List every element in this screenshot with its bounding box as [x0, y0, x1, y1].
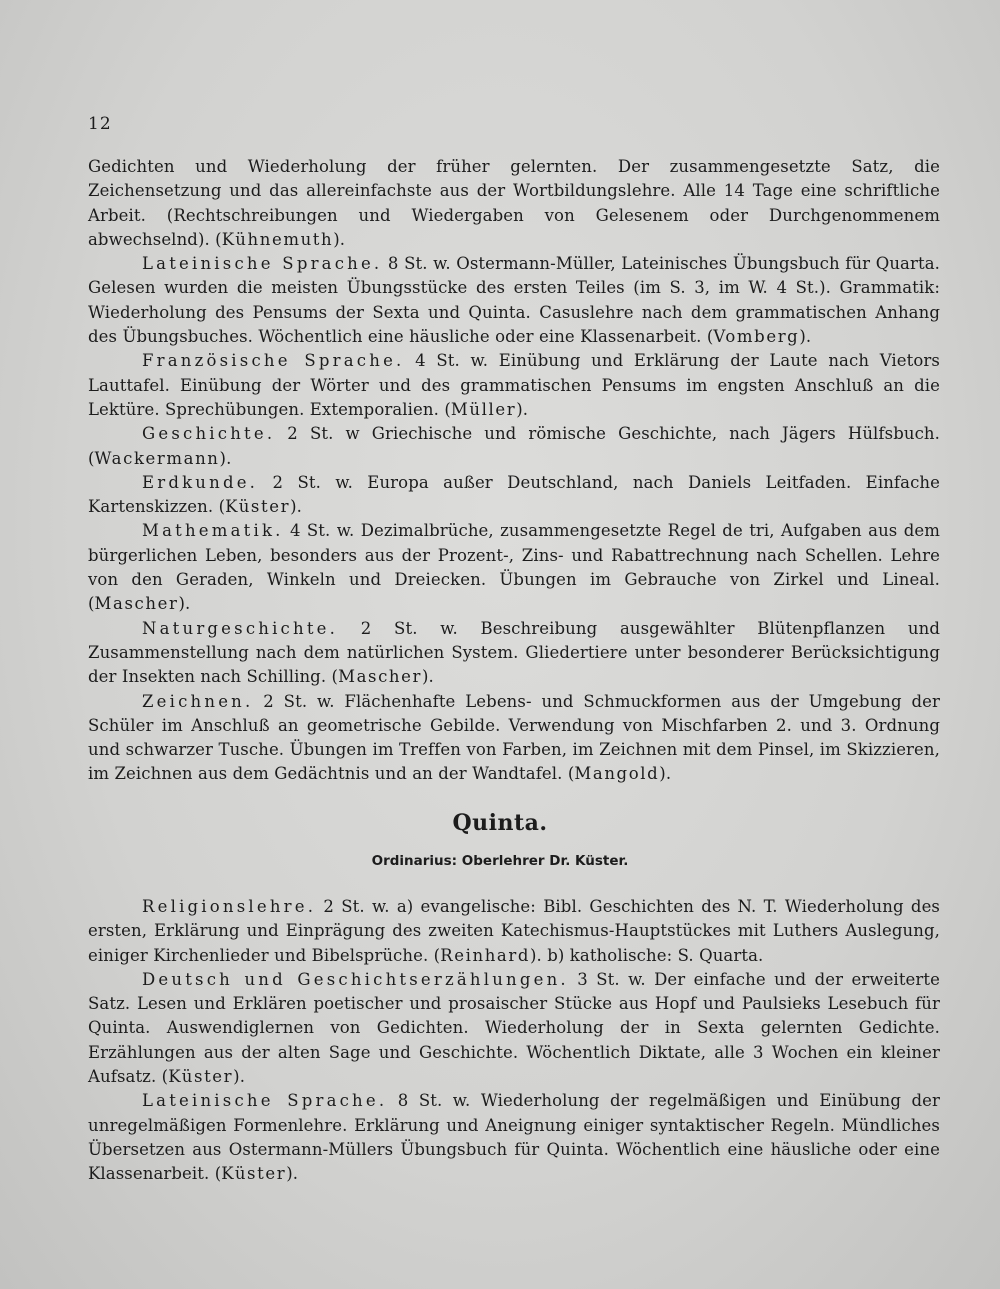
- paragraph: [88, 617, 940, 690]
- teacher-name: Küster: [225, 497, 291, 517]
- page-number: 12: [88, 114, 112, 134]
- paragraph-tail: ).: [516, 399, 529, 419]
- paragraph-tail: ).: [659, 764, 672, 784]
- teacher-name: Mangold: [574, 764, 660, 784]
- paragraph-text: Gedichten und Wiederholung der früher gelernten. Der zusammengesetzte Satz, die Zeichensetzung und das allereinfachste aus der Wortbildungslehre. Alle 14 Tage eine schriftliche Arbeit. (Rechtschreibungen und Wiedergaben von Gelesenem oder Durchgenommenem abwechselnd). (: [88, 157, 940, 249]
- subject-heading: Erdkunde.: [142, 472, 259, 492]
- teacher-name: Reinhard: [440, 945, 531, 965]
- paragraph-text: 2 St. w Griechische und römische Geschichte, nach Jägers Hülfsbuch. (: [88, 424, 940, 468]
- teacher-name: Mascher: [338, 667, 422, 687]
- paragraph-tail: ).: [799, 327, 812, 347]
- paragraph-tail: ).: [178, 594, 191, 614]
- paragraph: [88, 690, 940, 787]
- paragraph-tail: ).: [422, 667, 434, 687]
- subject-heading: Naturgeschichte.: [142, 618, 339, 638]
- teacher-name: Müller: [450, 399, 517, 419]
- subject-heading: Geschichte.: [142, 424, 276, 444]
- paragraph: [88, 519, 940, 616]
- teacher-name: Kühnemuth: [221, 229, 334, 249]
- paragraph: [88, 895, 940, 968]
- paragraph: [88, 968, 940, 1089]
- paragraph: [88, 349, 940, 422]
- paragraph-text: 2 St. w. a) evangelische: Bibl. Geschichten des N. T. Wiederholung des ersten, Erklärung und Einprägung des zweiten Katechismus-Hauptstückes mit Luthers Auslegung, einiger Kirchenlieder und Bibelsprüche. (: [88, 897, 940, 965]
- paragraph-tail: ).: [233, 1067, 246, 1087]
- text-block-upper: [88, 155, 940, 787]
- paragraph-tail: ). b) katholische: S. Quarta.: [530, 945, 764, 965]
- paragraph-text: 2 St. w. Beschreibung ausgewählter Blütenpflanzen und Zusammenstellung nach dem natürlichen System. Gliedertiere unter besonderer Berücksichtigung der Insekten nach Schilling. (: [88, 618, 940, 687]
- teacher-name: Küster: [168, 1067, 234, 1087]
- paragraph: [88, 471, 940, 520]
- paragraph-text: 2 St. w. Europa außer Deutschland, nach Daniels Leitfaden. Einfache Kartenskizzen. (: [88, 472, 940, 517]
- teacher-name: Küster: [221, 1164, 287, 1184]
- paragraph: [88, 155, 940, 252]
- subject-heading: Deutsch und Geschichtserzählungen.: [142, 969, 569, 989]
- paragraph-tail: ).: [290, 497, 302, 517]
- paragraph: [88, 252, 940, 349]
- section-subtitle: Ordinarius: Oberlehrer Dr. Küster.: [371, 853, 629, 869]
- subject-heading: Religionslehre.: [142, 897, 317, 916]
- subject-heading: Zeichnen.: [142, 691, 254, 711]
- paragraph-text: 4 St. w. Dezimalbrüche, zusammengesetzte Regel de tri, Aufgaben aus dem bürgerlichen Leben, besonders aus der Prozent-, Zins- und Rabattrechnung nach Schellen. Lehre von den Geraden, Winkeln und Dreiecken. Übungen im Gebrauche von Zirkel und Lineal. (: [88, 521, 940, 614]
- teacher-name: Wackermann: [94, 448, 220, 468]
- paragraph: [88, 1089, 940, 1186]
- teacher-name: Mascher: [94, 594, 179, 614]
- teacher-name: Vomberg: [713, 327, 800, 347]
- subject-heading: Mathematik.: [142, 521, 284, 541]
- paragraph: [88, 422, 940, 471]
- paragraph-text: 4 St. w. Einübung und Erklärung der Laute nach Vietors Lauttafel. Einübung der Wörter und des grammatischen Pensums im engsten Anschluß an die Lektüre. Sprechübungen. Extemporalien. (: [88, 351, 940, 419]
- subject-heading: Französische Sprache.: [142, 351, 405, 371]
- paragraph-text: 3 St. w. Der einfache und der erweiterte Satz. Lesen und Erklären poetischer und prosaischer Stücke aus Hopf und Paulsieks Lesebuch für Quinta. Auswendiglernen von Gedichten. Wiederholung der in Sexta gelernten Gedichte. Erzählungen aus der alten Sage und Geschichte. Wöchentlich Diktate, alle 3 Wochen ein kleiner Aufsatz. (: [88, 969, 940, 1087]
- paragraph-text: 2 St. w. Flächenhafte Lebens- und Schmuckformen aus der Umgebung der Schüler im Anschluß an geometrische Gebilde. Verwendung von Mischfarben 2. und 3. Ordnung und schwarzer Tusche. Übungen im Treffen von Farben, im Zeichnen mit dem Pinsel, im Skizzieren, im Zeichnen aus dem Gedächtnis und an der Wandtafel. (: [88, 691, 940, 784]
- paragraph-tail: ).: [219, 448, 232, 468]
- text-block-lower: [88, 895, 940, 1187]
- paragraph-text: 8 St. w. Wiederholung der regelmäßigen und Einübung der unregelmäßigen Formenlehre. Erklärung und Aneignung einiger syntaktischer Regeln. Mündliches Übersetzen aus Ostermann-Müllers Übungsbuch für Quinta. Wöchentlich eine häusliche oder eine Klassenarbeit. (: [88, 1091, 940, 1184]
- paragraph-tail: ).: [333, 229, 346, 249]
- section-title: Quinta.: [452, 810, 548, 836]
- paragraph-text: 8 St. w. Ostermann-Müller, Lateinisches Übungsbuch für Quarta. Gelesen wurden die meisten Übungsstücke des ersten Teiles (im S. 3, im W. 4 St.). Grammatik: Wiederholung des Pensums der Sexta und Quinta. Casuslehre nach dem grammatischen Anhang des Übungsbuches. Wöchentlich eine häusliche oder eine Klassenarbeit. (: [88, 254, 940, 347]
- subject-heading: Lateinische Sprache.: [142, 254, 383, 274]
- subject-heading: Lateinische Sprache.: [142, 1091, 388, 1111]
- paragraph-tail: ).: [286, 1164, 299, 1184]
